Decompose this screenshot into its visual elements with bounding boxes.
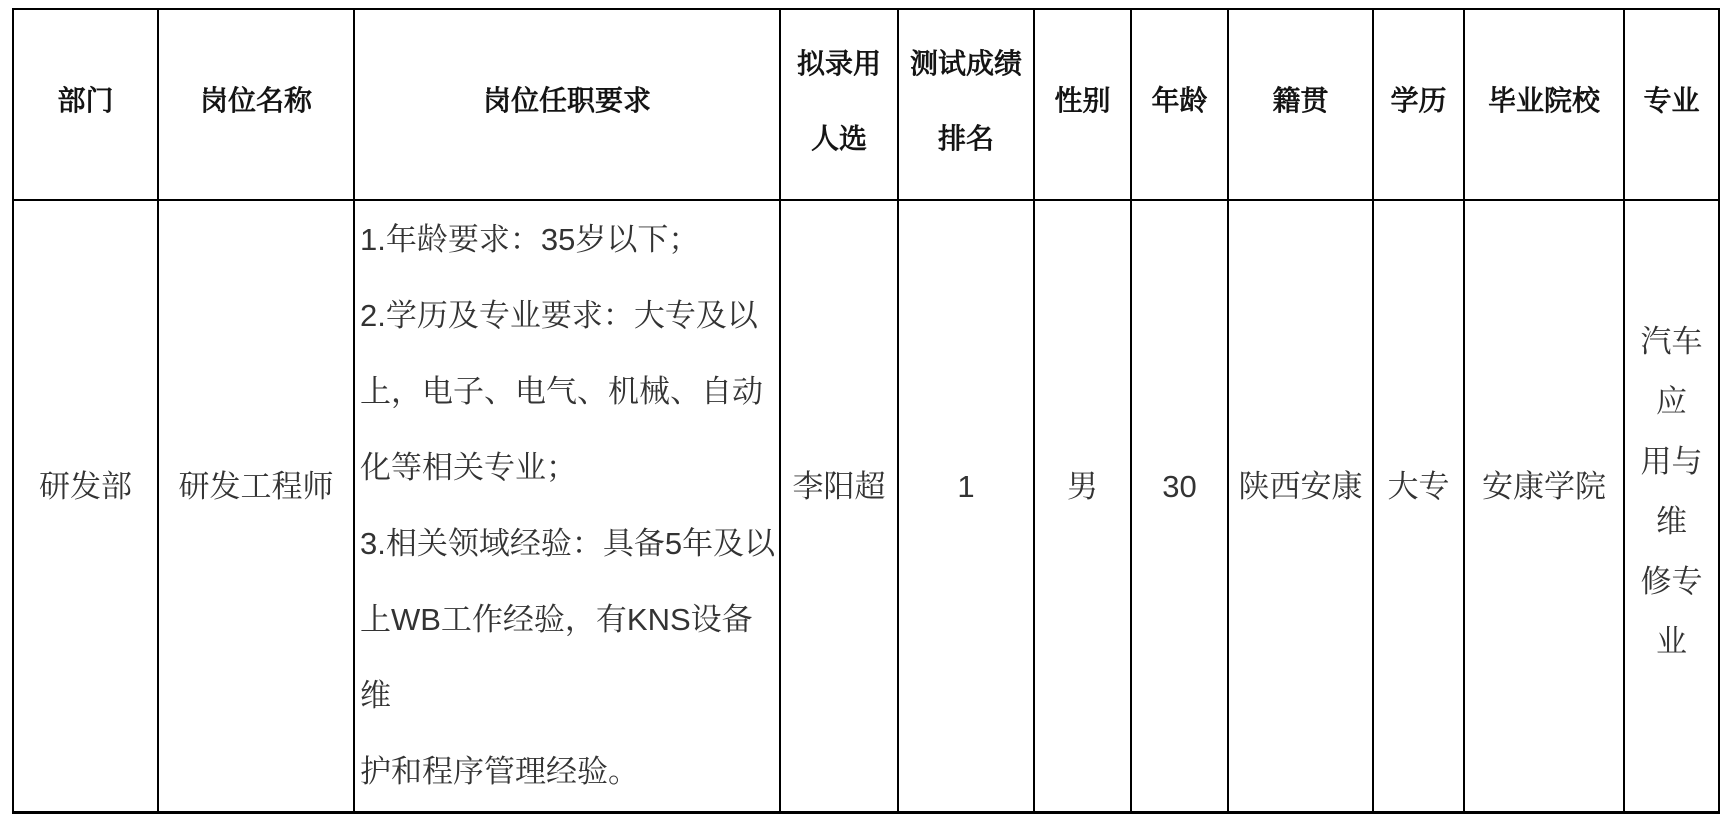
header-major: 专业 [1624,9,1719,200]
header-native-place: 籍贯 [1228,9,1373,200]
cell-gender: 男 [1034,200,1131,813]
cell-candidate: 李阳超 [780,200,898,813]
cell-education: 大专 [1373,200,1464,813]
cell-test-rank: 1 [898,200,1034,813]
recruitment-table [12,8,1720,814]
cell-department: 研发部 [13,200,158,813]
header-gender: 性别 [1034,9,1131,200]
header-school: 毕业院校 [1464,9,1624,200]
header-age: 年龄 [1131,9,1228,200]
header-department: 部门 [13,9,158,200]
header-test-rank: 测试成绩 排名 [898,9,1034,200]
cell-major: 汽车应 用与维 修专业 [1624,200,1719,813]
cell-age: 30 [1131,200,1228,813]
cell-position-name: 研发工程师 [158,200,354,813]
cell-requirements: 1.年龄要求：35岁以下； 2.学历及专业要求：大专及以 上，电子、电气、机械、自动 化等相关专业； 3.相关领域经验：具备5年及以 上WB工作经验，有KNS设备维 护和程序管理经验。 [354,200,780,813]
header-row [13,9,1719,200]
table-row [13,200,1719,813]
header-position-name: 岗位名称 [158,9,354,200]
cell-native-place: 陕西安康 [1228,200,1373,813]
header-candidate: 拟录用 人选 [780,9,898,200]
header-education: 学历 [1373,9,1464,200]
cell-school: 安康学院 [1464,200,1624,813]
header-requirements: 岗位任职要求 [354,9,780,200]
